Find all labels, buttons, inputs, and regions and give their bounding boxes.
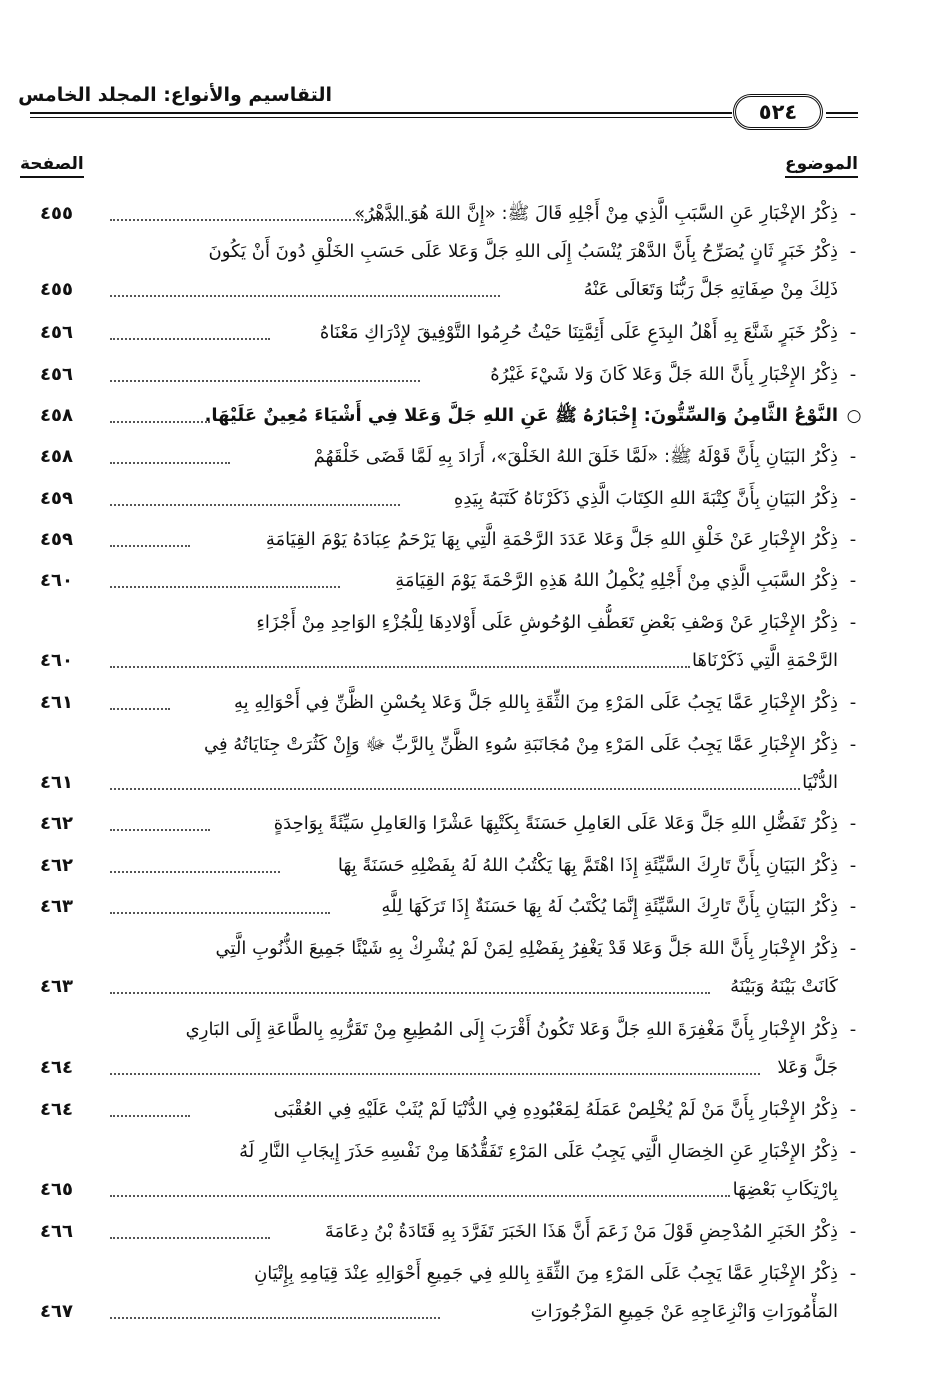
index-entry	[40, 195, 860, 233]
index-entry	[40, 521, 860, 559]
dash-marker: -	[849, 855, 857, 876]
leader-dots	[110, 829, 210, 831]
entry-text: ذِكْرُ البَيَانِ بِأَنَّ قَوْلَهُ ﷺ: «لَمَّا خَلَقَ اللهُ الخَلْقَ»، أَرَادَ بِهِ لَمَّا قَضَى خَلْقَهُمْ	[313, 446, 838, 467]
entry-page: ٤٥٥	[40, 279, 73, 300]
entry-text: ذِكْرُ الإِخْبَارِ بِأَنَّ مَغْفِرَةَ اللهِ جَلَّ وَعَلا تَكُونُ أَقْرَبَ إِلَى المُطِيعِ مِنْ تَقَرُّبِهِ بِالطَّاعَةِ إِلَى البَارِي	[185, 1019, 838, 1040]
page-column-heading	[20, 152, 140, 176]
entry-page: ٤٥٨	[40, 446, 73, 467]
dash-marker: -	[849, 938, 857, 959]
entry-page: ٤٦٢	[40, 813, 73, 834]
running-title: التقاسيم والأنواع: المجلد الخامس	[18, 84, 332, 106]
leader-dots	[110, 1237, 270, 1239]
section-title: النَّوْعُ الثَّامِنُ وَالسِّتُّونَ: إِخْبَارُهُ ﷺ عَنِ اللهِ جَلَّ وَعَلا فِي أَشْيَاءَ مُعِينٌ عَلَيْهَا.	[204, 405, 838, 426]
index-entry	[40, 1213, 860, 1251]
entry-text: ذِكْرُ السَّبَبِ الَّذِي مِنْ أَجْلِهِ يُكْمِلُ اللهُ هَذِهِ الرَّحْمَةَ يَوْمَ القِيَامَةِ	[395, 570, 838, 591]
dash-marker: -	[849, 241, 857, 262]
leader-dots	[110, 1317, 440, 1319]
index-entry	[40, 1091, 860, 1129]
index-entry	[40, 233, 860, 271]
index-entry-continuation	[40, 271, 860, 309]
leader-dots	[110, 338, 270, 340]
header-rule	[30, 112, 732, 114]
leader-dots	[110, 219, 410, 221]
entry-text: ذِكْرُ خَبَرٍ ثَانٍ يُصَرِّحُ بِأَنَّ الدَّهْرَ يُنْسَبُ إِلَى اللهِ جَلَّ وَعَلا عَلَى حَسَبِ الخَلْقِ دُونَ أَنْ يَكُونَ	[208, 241, 838, 262]
entry-text: ذِكْرُ تَفَضُّلِ اللهِ جَلَّ وَعَلا عَلَى العَامِلِ حَسَنَةً بِكَتْبِهَا عَشْرًا وَالعَامِلِ سَيِّئَةً بِوَاحِدَةٍ	[273, 813, 838, 834]
entry-page: ٤٦٧	[40, 1301, 73, 1322]
index-entry	[40, 1133, 860, 1171]
header-rule-right	[826, 112, 858, 114]
entry-page: ٤٥٥	[40, 203, 73, 224]
dash-marker: -	[849, 203, 857, 224]
entry-text: ذِكْرُ الإِخْبَارِ بِأَنَّ مَنْ لَمْ يُخْلِصْ عَمَلَهُ لِمَعْبُودِهِ فِي الدُّنْيَا لَمْ يُثَبْ عَلَيْهِ فِي العُقْبَى	[273, 1099, 838, 1120]
entry-text: ذَلِكَ مِنْ صِفَاتِهِ جَلَّ رَبُّنَا وَتَعَالَى عَنْهُ	[583, 279, 838, 300]
leader-dots	[110, 666, 690, 668]
entry-text: ذِكْرُ البَيَانِ بِأَنَّ كِتْبَةَ اللهِ الكِتَابَ الَّذِي ذَكَرْنَاهُ كَتَبَهُ بِيَدِهِ	[453, 488, 838, 509]
entry-text: الدُّنْيَا	[802, 772, 838, 793]
index-entry	[40, 888, 860, 926]
entry-page: ٤٦٥	[40, 1179, 73, 1200]
index-entry	[40, 314, 860, 352]
dash-marker: -	[849, 1263, 857, 1284]
entry-text: كَانَتْ بَيْنَهُ وَبَيْنَهُ	[730, 976, 838, 997]
leader-dots	[110, 295, 500, 297]
entry-page: ٤٦٦	[40, 1221, 73, 1242]
index-entry	[40, 805, 860, 843]
entry-page: ٤٥٦	[40, 364, 73, 385]
entry-page: ٤٦١	[40, 692, 73, 713]
entry-text: بِارْتِكَابِ بَعْضِهَا	[732, 1179, 838, 1200]
leader-dots	[110, 545, 190, 547]
entry-text: ذِكْرُ الإِخْبَارِ عَمَّا يَجِبُ عَلَى المَرْءِ مِنَ الثِّقَةِ بِاللهِ جَلَّ وَعَلا بِحُسْنِ الظَّنِّ فِي أَحْوَالِهِ بِهِ	[234, 692, 838, 713]
entry-text: ذِكْرُ خَبَرٍ شَنَّعَ بِهِ أَهْلُ البِدَعِ عَلَى أَئِمَّتِنَا حَيْثُ حُرِمُوا التَّوْفِيقَ لإِدْرَاكِ مَعْنَاهُ	[319, 322, 838, 343]
entry-text: المَأْمُورَاتِ وَانْزِعَاجِهِ عَنْ جَمِيعِ المَزْجُورَاتِ	[530, 1301, 838, 1322]
entry-page: ٤٦٤	[40, 1099, 73, 1120]
entry-page: ٤٥٨	[40, 405, 73, 426]
dash-marker: -	[849, 813, 857, 834]
index-entry	[40, 1011, 860, 1049]
leader-dots	[110, 421, 210, 423]
entry-page: ٤٥٦	[40, 322, 73, 343]
dash-marker: -	[849, 322, 857, 343]
entry-text: ذِكْرُ الإِخْبَارِ عَنِ الخِصَالِ الَّتِي يَجِبُ عَلَى المَرْءِ تَفَقُّدُهَا مِنْ نَفْسِهِ حَذَرَ إِيجَابِ النَّارِ لَهُ	[239, 1141, 838, 1162]
entry-text: ذِكْرُ الإِخْبَارِ عَنْ وَصْفِ بَعْضِ تَعَطُّفِ الوُحُوشِ عَلَى أَوْلادِهَا لِلْجُزْءِ الوَاحِدِ مِنْ أَجْزَاءِ	[256, 612, 838, 633]
dash-marker: -	[849, 612, 857, 633]
entry-text: ذِكْرُ الخَبَرِ المُدْحِضِ قَوْلَ مَنْ زَعَمَ أَنَّ هَذَا الخَبَرَ تَفَرَّدَ بِهِ قَتَادَةُ بْنُ دِعَامَةَ	[324, 1221, 838, 1242]
entry-text: ذِكْرُ البَيَانِ بِأَنَّ تَارِكَ السَّيِّئَةِ إِذَا اهْتَمَّ بِهَا يَكْتُبُ اللهُ لَهُ بِفَضْلِهِ حَسَنَةً بِهَا	[337, 855, 838, 876]
index-entry	[40, 684, 860, 722]
topic-heading-text: الموضوع	[785, 154, 858, 178]
leader-dots	[110, 788, 800, 790]
index-entry-continuation	[40, 968, 860, 1006]
entry-text: ذِكْرُ الإِخْبَارِ عَمَّا يَجِبُ عَلَى المَرْءِ مِنَ الثِّقَةِ بِاللهِ فِي جَمِيعِ أَحْوَالِهِ عِنْدَ قِيَامِهِ بِإِتْيَانِ	[254, 1263, 838, 1284]
entry-page: ٤٦٠	[40, 650, 73, 671]
entry-page: ٤٥٩	[40, 488, 73, 509]
leader-dots	[110, 708, 170, 710]
index-entry-continuation	[40, 1049, 860, 1087]
index-entry	[40, 930, 860, 968]
entry-text: جَلَّ وَعَلا	[777, 1057, 838, 1078]
index-entry	[40, 1255, 860, 1293]
dash-marker: -	[849, 364, 857, 385]
dash-marker: -	[849, 529, 857, 550]
index-entry	[40, 726, 860, 764]
index-entry-continuation	[40, 1293, 860, 1331]
dash-marker: -	[849, 692, 857, 713]
leader-dots	[110, 1115, 190, 1117]
page-heading-text: الصفحة	[20, 154, 84, 178]
index-entry	[40, 480, 860, 518]
leader-dots	[110, 1073, 760, 1075]
page-number-badge: ٥٢٤	[733, 94, 823, 130]
section-heading	[40, 397, 860, 435]
entry-text: ذِكْرُ البَيَانِ بِأَنَّ تَارِكَ السَّيِّئَةِ إِنَّمَا يُكْتَبُ لَهُ بِهَا حَسَنَةٌ إِذَا تَرَكَهَا لِلَّهِ	[381, 896, 838, 917]
entry-page: ٤٦٢	[40, 855, 73, 876]
index-entry	[40, 356, 860, 394]
leader-dots	[110, 586, 340, 588]
index-entry	[40, 438, 860, 476]
leader-dots	[110, 992, 710, 994]
leader-dots	[110, 504, 400, 506]
topic-column-heading	[700, 152, 858, 176]
index-entry-continuation	[40, 1171, 860, 1209]
entry-page: ٤٦٣	[40, 896, 73, 917]
entry-text: ذِكْرُ الإخْبَارِ عَنِ السَّبَبِ الَّذِي مِنْ أَجْلِهِ قَالَ ﷺ: «إِنَّ اللهَ هُوَ الدَّهْرُ»	[354, 203, 838, 224]
dash-marker: -	[849, 1221, 857, 1242]
leader-dots	[110, 462, 230, 464]
entry-page: ٤٦٠	[40, 570, 73, 591]
dash-marker: -	[849, 570, 857, 591]
leader-dots	[110, 380, 420, 382]
dash-marker: -	[849, 446, 857, 467]
entry-text: ذِكْرُ الإِخْبَارِ عَنْ خَلْقِ اللهِ جَلَّ وَعَلا عَدَدَ الرَّحْمَةِ الَّتِي بِهَا يَرْحَمُ عِبَادَهُ يَوْمَ القِيَامَةِ	[265, 529, 838, 550]
entry-text: ذِكْرُ الإِخْبَارِ بِأَنَّ اللهَ جَلَّ وَعَلا كَانَ وَلا شَيْءَ غَيْرُهُ	[490, 364, 838, 385]
dash-marker: -	[849, 488, 857, 509]
entry-text: ذِكْرُ الإِخْبَارِ عَمَّا يَجِبُ عَلَى المَرْءِ مِنْ مُجَانَبَةِ سُوءِ الظَّنِّ بِالرَّبِّ ﷻ وَإِنْ كَثُرَتْ جِنَايَاتُهُ فِي	[203, 734, 838, 755]
entry-page: ٤٥٩	[40, 529, 73, 550]
entry-page: ٤٦١	[40, 772, 73, 793]
index-entry	[40, 562, 860, 600]
index-entry	[40, 604, 860, 642]
leader-dots	[110, 871, 280, 873]
leader-dots	[110, 1195, 730, 1197]
dash-marker: -	[849, 734, 857, 755]
entry-text: الرَّحْمَةِ الَّتِي ذَكَرْنَاهَا	[692, 650, 838, 671]
dash-marker: -	[849, 1099, 857, 1120]
dash-marker: -	[849, 1019, 857, 1040]
header-rule-right-thin	[826, 117, 858, 118]
leader-dots	[110, 912, 330, 914]
entry-page: ٤٦٣	[40, 976, 73, 997]
index-entry-continuation	[40, 642, 860, 680]
circle-marker-icon: ○	[846, 406, 862, 426]
dash-marker: -	[849, 896, 857, 917]
entry-text: ذِكْرُ الإِخْبَارِ بِأَنَّ اللهَ جَلَّ وَعَلا قَدْ يَغْفِرُ بِفَضْلِهِ لِمَنْ لَمْ يُشْرِكْ بِهِ شَيْئًا جَمِيعَ الذُّنُوبِ الَّتِي	[215, 938, 838, 959]
dash-marker: -	[849, 1141, 857, 1162]
index-entry	[40, 847, 860, 885]
entry-page: ٤٦٤	[40, 1057, 73, 1078]
index-entry-continuation	[40, 764, 860, 802]
header-rule-thin	[30, 117, 732, 118]
